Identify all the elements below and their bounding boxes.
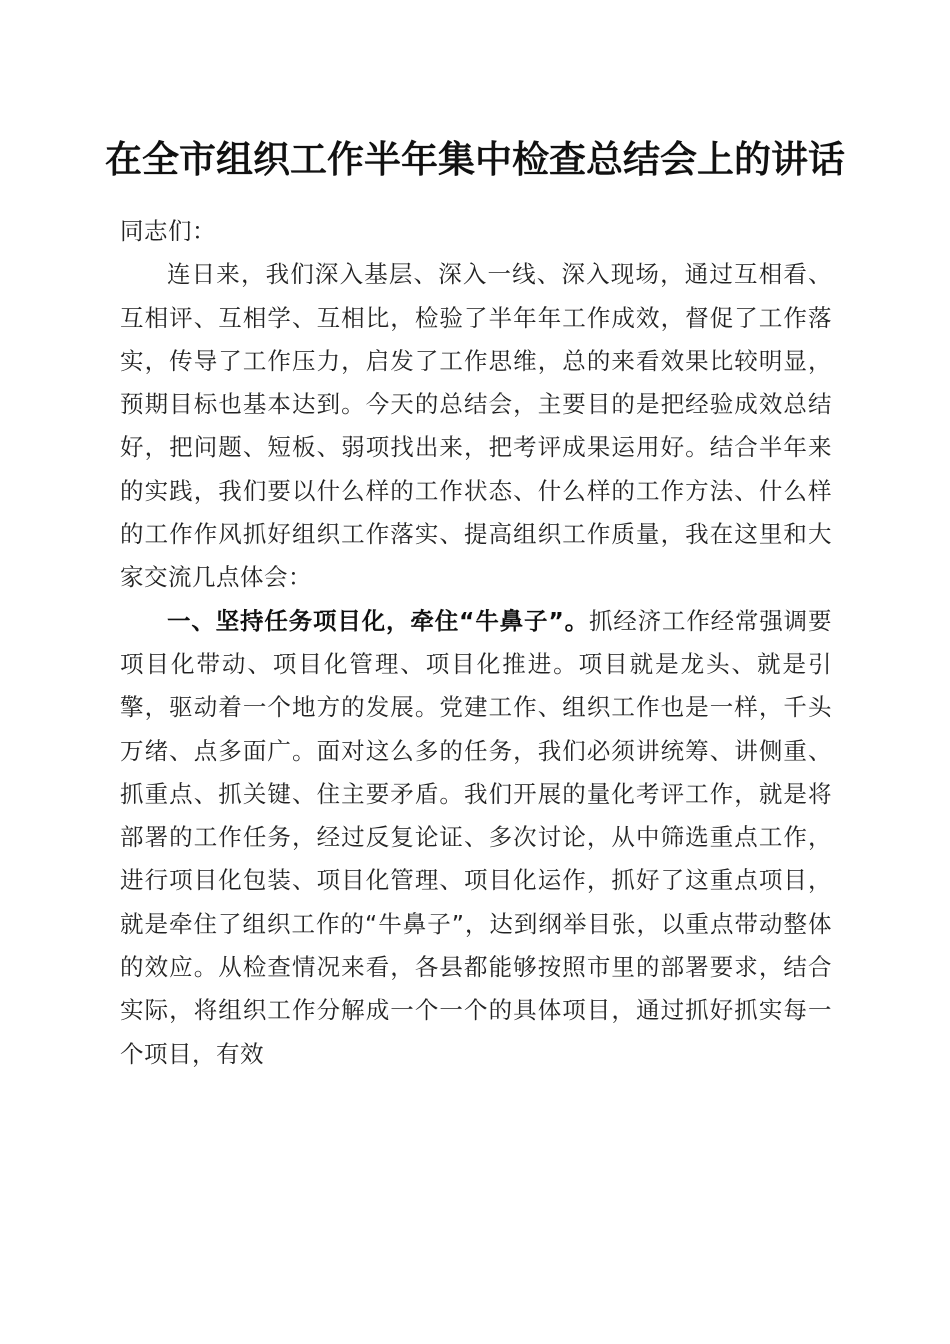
section-1-paragraph <box>120 600 832 1076</box>
document-body <box>120 210 832 1076</box>
section-1-text: 抓经济工作经常强调要项目化带动、项目化管理、项目化推进。项目就是龙头、就是引擎，驱动着一个地方的发展。党建工作、组织工作也是一样，千头万绪、点多面广。面对这么多的任务，我们必须讲统筹、讲侧重、抓重点、抓关键、住主要矛盾。我们开展的量化考评工作，就是将部署的工作任务，经过反复论证、多次讨论，从中筛选重点工作，进行项目化包装、项目化管理、项目化运作，抓好了这重点项目，就是牵住了组织工作的“牛鼻子”，达到纲举目张，以重点带动整体的效应。从检查情况来看，各县都能够按照市里的部署要求，结合实际，将组织工作分解成一个一个的具体项目，通过抓好抓实每一个项目，有效 <box>120 606 833 1068</box>
section-1-heading: 一、坚持任务项目化，牵住“牛鼻子”。 <box>167 606 589 635</box>
intro-paragraph: 连日来，我们深入基层、深入一线、深入现场，通过互相看、互相评、互相学、互相比，检验了半年年工作成效，督促了工作落实，传导了工作压力，启发了工作思维，总的来看效果比较明显，预期目标也基本达到。今天的总结会，主要目的是把经验成效总结好，把问题、短板、弱项找出来，把考评成果运用好。结合半年来的实践，我们要以什么样的工作状态、什么样的工作方法、什么样的工作作风抓好组织工作落实、提高组织工作质量，我在这里和大家交流几点体会： <box>120 260 832 592</box>
document-title: 在全市组织工作半年集中检查总结会上的讲话 <box>105 137 845 181</box>
salutation: 同志们： <box>120 217 216 245</box>
